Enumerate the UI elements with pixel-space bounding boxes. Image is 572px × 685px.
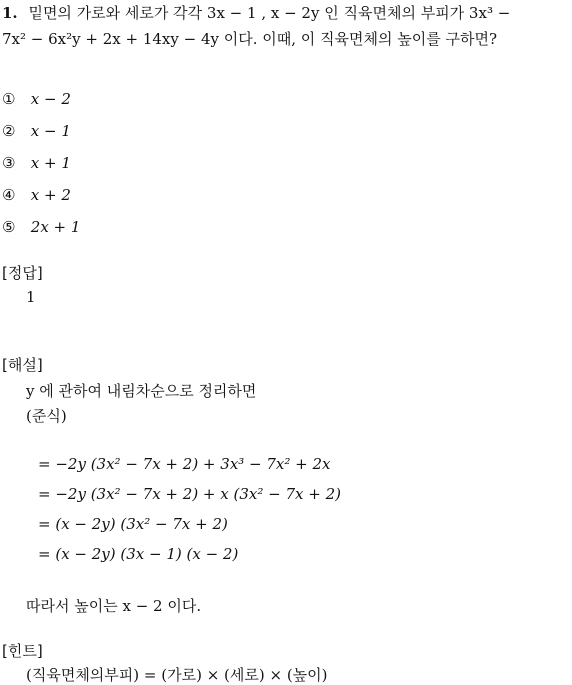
choice-4 [2, 186, 71, 204]
answer-value: 1 [26, 288, 36, 306]
explanation-intro: y 에 관하여 내림차순으로 정리하면 [26, 382, 257, 400]
explanation-step-1: = −2y (3x² − 7x + 2) + 3x³ − 7x² + 2x [38, 455, 331, 473]
choice-text: x + 1 [30, 154, 71, 172]
hint-text: (직육면체의부피) = (가로) × (세로) × (높이) [26, 666, 328, 684]
question-line-1 [2, 2, 510, 23]
choice-3 [2, 154, 71, 172]
explanation-conclusion: 따라서 높이는 x − 2 이다. [26, 597, 202, 615]
choice-text: 2x + 1 [30, 218, 81, 236]
question-text-line-1: 밑면의 가로와 세로가 각각 3x − 1 , x − 2y 인 직육면체의 부피가 3x³ − [28, 4, 511, 22]
choice-text: x − 1 [30, 122, 71, 140]
choice-5 [2, 218, 80, 236]
choice-2 [2, 122, 71, 140]
question-text-line-2: 7x² − 6x²y + 2x + 14xy − 4y 이다. 이때, 이 직육면체의 높이를 구하면? [2, 30, 497, 48]
choice-mark: ② [2, 122, 16, 140]
choice-mark: ③ [2, 154, 16, 172]
explanation-sub: (준식) [26, 407, 67, 425]
question-number: 1. [2, 4, 18, 22]
choice-1 [2, 90, 71, 108]
choice-mark: ① [2, 90, 16, 108]
explanation-step-4: = (x − 2y) (3x − 1) (x − 2) [38, 545, 239, 563]
choice-mark: ⑤ [2, 218, 16, 236]
explanation-label: [해설] [2, 356, 43, 374]
answer-label: [정답] [2, 264, 43, 282]
explanation-step-3: = (x − 2y) (3x² − 7x + 2) [38, 515, 228, 533]
choice-mark: ④ [2, 186, 16, 204]
choice-text: x − 2 [30, 90, 71, 108]
hint-label: [힌트] [2, 642, 43, 660]
choice-text: x + 2 [30, 186, 71, 204]
explanation-step-2: = −2y (3x² − 7x + 2) + x (3x² − 7x + 2) [38, 485, 341, 503]
